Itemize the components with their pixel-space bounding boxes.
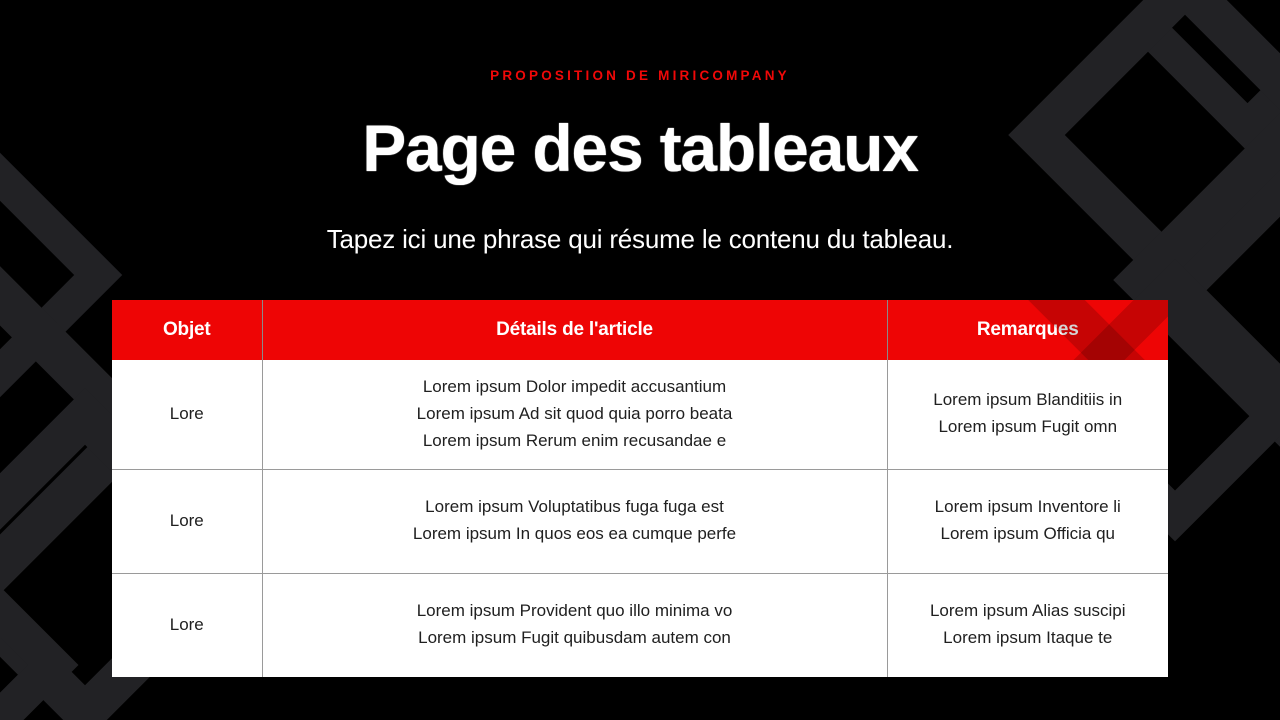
cell-objet: Lore (112, 469, 262, 573)
cell-line: Lorem ipsum Rerum enim recusandae e (422, 430, 727, 450)
cell-line: Lorem ipsum Fugit quibusdam autem con (418, 628, 731, 648)
table-body (112, 360, 1168, 677)
cell-details (262, 469, 887, 573)
cell-line: Lorem ipsum Ad sit quod quia porro beata (416, 403, 733, 423)
cell-line: Lorem ipsum Alias suscipi (929, 601, 1126, 621)
page-title: Page des tableaux (362, 111, 918, 185)
cell-details (262, 360, 887, 469)
diamond-outline-icon (0, 517, 78, 720)
table-header (112, 300, 1168, 360)
cell-objet: Lore (112, 360, 262, 469)
table-row (112, 360, 1168, 469)
slide-subtitle: Tapez ici une phrase qui résume le contenu du tableau. (326, 224, 954, 254)
table-container (112, 300, 1168, 677)
table-row (112, 573, 1168, 677)
cell-line: Lorem ipsum Provident quo illo minima vo (416, 601, 733, 621)
column-header-remarques: Remarques (887, 300, 1168, 360)
cell-line: Lorem ipsum Blanditiis in (933, 390, 1123, 410)
cell-line: Lorem ipsum Itaque te (943, 628, 1113, 648)
cell-objet: Lore (112, 573, 262, 677)
cell-remarques (887, 573, 1168, 677)
slide-eyebrow: PROPOSITION DE MIRICOMPANY (490, 68, 790, 83)
cell-line: Lorem ipsum Inventore li (934, 497, 1121, 517)
cell-line: Lorem ipsum In quos eos ea cumque perfe (412, 524, 737, 544)
cell-line: Lorem ipsum Officia qu (940, 524, 1115, 544)
cell-remarques (887, 469, 1168, 573)
cell-details (262, 573, 887, 677)
cell-line: Lorem ipsum Dolor impedit accusantium (422, 377, 727, 396)
cell-line: Lorem ipsum Voluptatibus fuga fuga est (425, 497, 724, 517)
table-header-row (112, 300, 1168, 360)
column-header-details: Détails de l'article (262, 300, 887, 360)
column-header-objet: Objet (112, 300, 262, 360)
data-table (112, 300, 1168, 677)
cell-remarques (887, 360, 1168, 469)
cell-line: Lorem ipsum Fugit omn (938, 417, 1118, 437)
table-row (112, 469, 1168, 573)
